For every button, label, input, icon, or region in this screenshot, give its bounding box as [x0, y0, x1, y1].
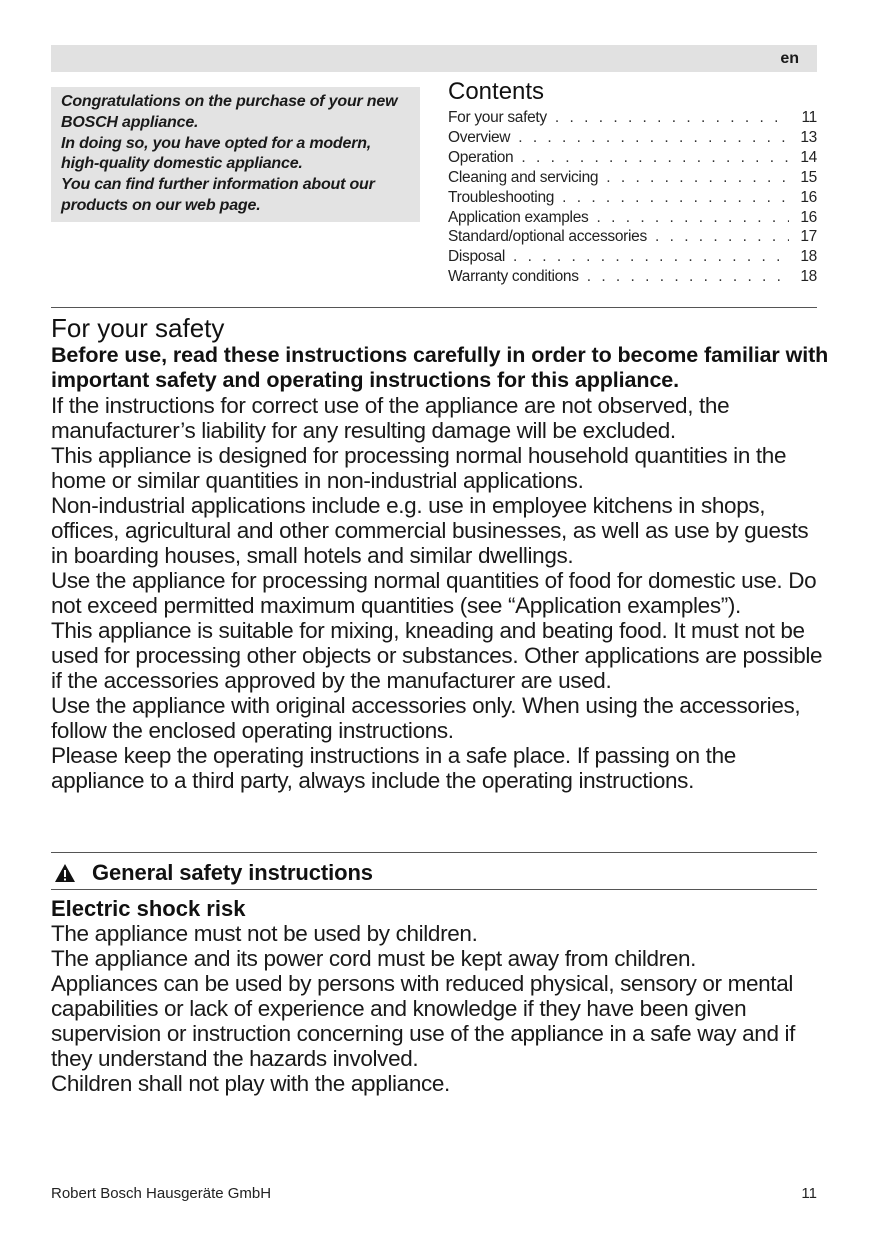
safety-paragraph: Use the appliance for processing normal quantities of food for domestic use. Do not exceed permitted maximum quantities (see “Application examples”).: [51, 568, 817, 618]
toc-item-title: Troubleshooting: [448, 188, 555, 206]
toc-item-page: 16: [800, 188, 817, 206]
shock-paragraph: Children shall not play with the appliance.: [51, 1071, 450, 1096]
safety-paragraph: Non-industrial applications include e.g. use in employee kitchens in shops, offices, agricultural and other commercial businesses, as well as use by guests in boarding houses, small hotels and similar dwellings.: [51, 493, 809, 568]
toc-item[interactable]: [448, 267, 817, 287]
toc-item-title: Disposal: [448, 248, 506, 266]
toc-item[interactable]: [448, 188, 817, 208]
toc-item-page: 18: [800, 248, 817, 266]
toc-item-page: 13: [800, 128, 817, 146]
safety-paragraph: This appliance is designed for processing normal household quantities in the home or similar quantities in non-industrial applications.: [51, 443, 787, 493]
toc-item[interactable]: [448, 227, 817, 247]
toc-item-title: For your safety: [448, 109, 547, 126]
intro-line: Congratulations on the purchase of your new BOSCH appliance.: [61, 93, 398, 131]
intro-line: In doing so, you have opted for a modern, high-quality domestic appliance.: [61, 134, 372, 173]
toc-item[interactable]: [448, 247, 817, 267]
safety-paragraph: Use the appliance with original accessories only. When using the accessories, follow the enclosed operating instructions.: [51, 693, 801, 743]
safety-body: [51, 393, 831, 793]
subsection-title: Electric shock risk: [51, 896, 246, 921]
general-safety-title: General safety instructions: [92, 860, 373, 885]
toc-item-title: Standard/optional accessories: [448, 228, 647, 246]
toc-leader-dots: [655, 227, 789, 247]
table-of-contents: [448, 78, 817, 287]
toc-item-title: Cleaning and servicing: [448, 168, 599, 186]
language-code: en: [780, 50, 799, 67]
safety-paragraph: If the instructions for correct use of the appliance are not observed, the manufacturer’s liability for any resulting damage will be excluded.: [51, 393, 730, 443]
toc-item-page: 18: [800, 268, 817, 286]
toc-item-page: 14: [800, 148, 817, 166]
toc-item[interactable]: [448, 208, 817, 228]
toc-leader-dots: [606, 168, 789, 188]
toc-item-title: Warranty conditions: [448, 268, 579, 286]
shock-paragraph: The appliance and its power cord must be kept away from children.: [51, 946, 697, 971]
section-divider: [51, 889, 817, 890]
toc-item-page: 16: [800, 208, 817, 226]
general-safety-heading: [51, 858, 817, 888]
toc-leader-dots: [518, 128, 789, 148]
toc-leader-dots: [521, 148, 789, 168]
intro-line: You can find further information about our products on our web page.: [61, 176, 375, 214]
language-bar: [51, 45, 817, 72]
toc-leader-dots: [596, 208, 789, 228]
intro-box: [51, 87, 420, 222]
contents-title: Contents: [448, 78, 545, 105]
electric-shock-section: [51, 896, 831, 1096]
toc-leader-dots: [513, 247, 789, 267]
toc-leader-dots: [587, 267, 789, 287]
toc-item-page: 11: [801, 109, 817, 126]
toc-item-page: 17: [800, 228, 817, 246]
toc-leader-dots: [555, 108, 789, 128]
page-number: 11: [801, 1185, 817, 1202]
safety-lead: Before use, read these instructions carefully in order to become familiar with important safety and operating instructions for this appliance.: [51, 343, 829, 392]
toc-item-title: Overview: [448, 128, 511, 146]
toc-item[interactable]: [448, 148, 817, 168]
toc-item[interactable]: [448, 128, 817, 148]
toc-item[interactable]: [448, 168, 817, 188]
shock-paragraph: The appliance must not be used by children.: [51, 921, 478, 946]
toc-leader-dots: [562, 188, 789, 208]
section-title: For your safety: [51, 313, 225, 343]
shock-paragraph: Appliances can be used by persons with reduced physical, sensory or mental capabilities or lack of experience and knowledge if they have been given supervision or instruction concerning use of the appliance in a safe way and if they understand the hazards involved.: [51, 971, 796, 1071]
footer-company: Robert Bosch Hausgeräte GmbH: [51, 1185, 272, 1202]
safety-section: [51, 313, 831, 793]
toc-item-page: 15: [800, 168, 817, 186]
warning-triangle-icon: [54, 863, 76, 883]
safety-paragraph: This appliance is suitable for mixing, kneading and beating food. It must not be used for processing other objects or substances. Other applications are possible if the accessories approved by the manufacturer are used.: [51, 618, 823, 693]
section-divider: [51, 852, 817, 853]
toc-item-title: Operation: [448, 148, 514, 166]
safety-paragraph: Please keep the operating instructions in a safe place. If passing on the appliance to a third party, always include the operating instructions.: [51, 743, 736, 793]
toc-item-title: Application examples: [448, 208, 589, 226]
toc-item[interactable]: [448, 108, 817, 128]
section-divider: [51, 307, 817, 308]
